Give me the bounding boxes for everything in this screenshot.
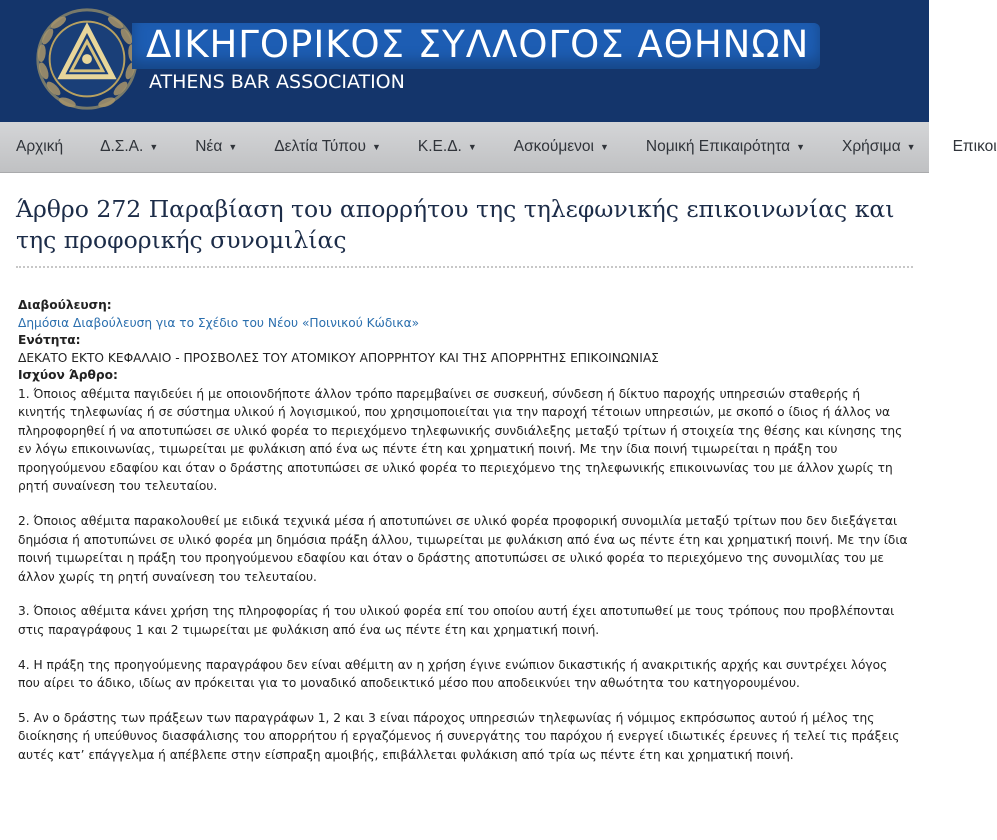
nav-item-1[interactable] bbox=[84, 138, 158, 156]
site-title-english[interactable]: ATHENS BAR ASSOCIATION bbox=[149, 71, 405, 93]
caret-down-icon: ▼ bbox=[371, 142, 381, 152]
title-divider bbox=[16, 266, 913, 268]
nav-item-8[interactable] bbox=[937, 138, 997, 156]
article-paragraph: 1. Όποιος αθέμιτα παγιδεύει ή με οποιονδήποτε άλλον τρόπο παρεμβαίνει σε συσκευή, σύνδεση ή δίκτυο παροχής υπηρεσιών σταθερής ή κινητής τηλεφωνίας ή σε σύστημα υλικού ή λογισμικού, που χρησιμοποιείται για την παροχή τέτοιων υπηρεσιών, με σκοπό ο ίδιος ή άλλος να πληροφορηθεί ή να αποτυπώσει σε υλικό φορέα το περιεχόμενο τηλεφωνικής συνδιάλεξης μεταξύ τρίτων ή στοιχεία της θέσης και κίνησης της εν λόγω επικοινωνίας, τιμωρείται με φυλάκιση από ένα ως πέντε έτη και χρηματική ποινή. Με την ίδια ποινή τιμωρείται η πράξη του προηγούμενου εδαφίου και όταν ο δράστης αποτυπώσει σε υλικό φορέα το περιεχόμενο της τηλεφωνικής επικοινωνίας του με άλλον χωρίς τη ρητή συναίνεση του τελευταίου. bbox=[18, 386, 903, 494]
nav-item-label: Κ.Ε.Δ. bbox=[417, 138, 462, 155]
caret-down-icon: ▼ bbox=[467, 142, 477, 152]
main-navigation bbox=[0, 122, 997, 173]
caret-down-icon: ▼ bbox=[600, 142, 609, 152]
nav-item-0[interactable] bbox=[0, 138, 63, 156]
laurel-wreath-logo[interactable] bbox=[28, 2, 146, 120]
nav-item-label: Δελτία Τύπου bbox=[274, 138, 366, 155]
article-title: Άρθρο 272 Παραβίαση του απορρήτου της τηλεφωνικής επικοινωνίας και της προφορικής συνομιλίας bbox=[16, 195, 895, 254]
article-content bbox=[0, 172, 929, 781]
article-meta bbox=[18, 297, 911, 385]
article-paragraph: 3. Όποιος αθέμιτα κάνει χρήση της πληροφορίας ή του υλικού φορέα επί του οποίου αυτή έχει αποτυπωθεί με τους τρόπους που προβλέπονται στις παραγράφους 1 και 2 τιμωρείται με φυλάκιση από ένα ως πέντε έτη και χρηματική ποινή. bbox=[18, 604, 895, 638]
current-article-label: Ισχύον Άρθρο: bbox=[18, 368, 118, 382]
nav-item-label: Δ.Σ.Α. bbox=[100, 138, 144, 155]
nav-item-label: Χρήσιμα bbox=[841, 138, 901, 155]
nav-item-label: Νέα bbox=[195, 138, 223, 155]
site-title-greek[interactable]: ΔΙΚΗΓΟΡΙΚΟΣ ΣΥΛΛΟΓΟΣ ΑΘΗΝΩΝ bbox=[146, 23, 810, 66]
caret-down-icon: ▼ bbox=[149, 142, 159, 152]
nav-item-6[interactable] bbox=[630, 138, 805, 156]
nav-item-label: Νομική Επικαιρότητα bbox=[645, 138, 791, 155]
consultation-link[interactable]: Δημόσια Διαβούλευση για το Σχέδιο του Νέου «Ποινικού Κώδικα» bbox=[18, 315, 420, 330]
site-header bbox=[0, 0, 929, 122]
nav-item-label: Ασκούμενοι bbox=[513, 138, 594, 155]
nav-item-2[interactable] bbox=[179, 138, 237, 156]
nav-item-4[interactable] bbox=[402, 138, 477, 156]
nav-item-5[interactable] bbox=[498, 138, 609, 156]
section-value: ΔΕΚΑΤΟ ΕΚΤΟ ΚΕΦΑΛΑΙΟ - ΠΡΟΣΒΟΛΕΣ ΤΟΥ ΑΤΟΜΙΚΟΥ ΑΠΟΡΡΗΤΟΥ ΚΑΙ ΤΗΣ ΑΠΟΡΡΗΤΗΣ ΕΠΙΚΟΙΝΩΝΙΑΣ bbox=[18, 350, 659, 365]
article-body bbox=[0, 385, 929, 765]
nav-item-label: Επικοι bbox=[952, 138, 997, 155]
caret-down-icon: ▼ bbox=[228, 142, 238, 152]
section-label: Ενότητα: bbox=[18, 333, 81, 347]
article-paragraph: 4. Η πράξη της προηγούμενης παραγράφου δεν είναι αθέμιτη αν η χρήση έγινε ενώπιον δικαστικής ή ανακριτικής αρχής και συντρέχει λόγος που αίρει το άδικο, ιδίως αν πρόκειται για το μοναδικό αποδεικτικό μέσο που αποδεικνύει την αθωότητα του κατηγορουμένου. bbox=[18, 657, 888, 691]
caret-down-icon: ▼ bbox=[796, 142, 805, 152]
article-paragraph: 2. Όποιος αθέμιτα παρακολουθεί με ειδικά τεχνικά μέσα ή αποτυπώνει σε υλικό φορέα προφορική συνομιλία μεταξύ τρίτων που δεν διεξάγεται δημόσια ή αποτυπώνει σε υλικό φορέα μη δημόσια πράξη άλλου, τιμωρείται με φυλάκιση από ένα ως πέντε έτη και χρηματική ποινή. Με την ίδια ποινή τιμωρείται η πράξη του προηγούμενου εδαφίου και όταν ο δράστης αποτυπώσει σε υλικό φορέα το περιεχόμενο της συνομιλίας του με άλλον χωρίς τη ρητή συναίνεση του τελευταίου. bbox=[18, 514, 908, 584]
consultation-label: Διαβούλευση: bbox=[18, 298, 112, 312]
nav-item-label: Αρχική bbox=[16, 138, 64, 155]
nav-item-3[interactable] bbox=[258, 138, 381, 156]
article-paragraph: 5. Αν ο δράστης των πράξεων των παραγράφων 1, 2 και 3 είναι πάροχος υπηρεσιών τηλεφωνίας ή νόμιμος εκπρόσωπος αυτού ή μέλος της διοίκησης ή υπεύθυνος διασφάλισης του απορρήτου ή εργαζόμενος ή συνεργάτης του παρόχου ή ενεργεί ιδιωτικές έρευνες ή τελεί τις πράξεις αυτές κατ’ επάγγελμα ή απέβλεπε στην είσπραξη αμοιβής, επιβάλλεται φυλάκιση από τρία ως πέντε έτη και χρηματική ποινή. bbox=[18, 710, 900, 762]
nav-item-7[interactable] bbox=[826, 138, 916, 156]
caret-down-icon: ▼ bbox=[906, 142, 916, 152]
